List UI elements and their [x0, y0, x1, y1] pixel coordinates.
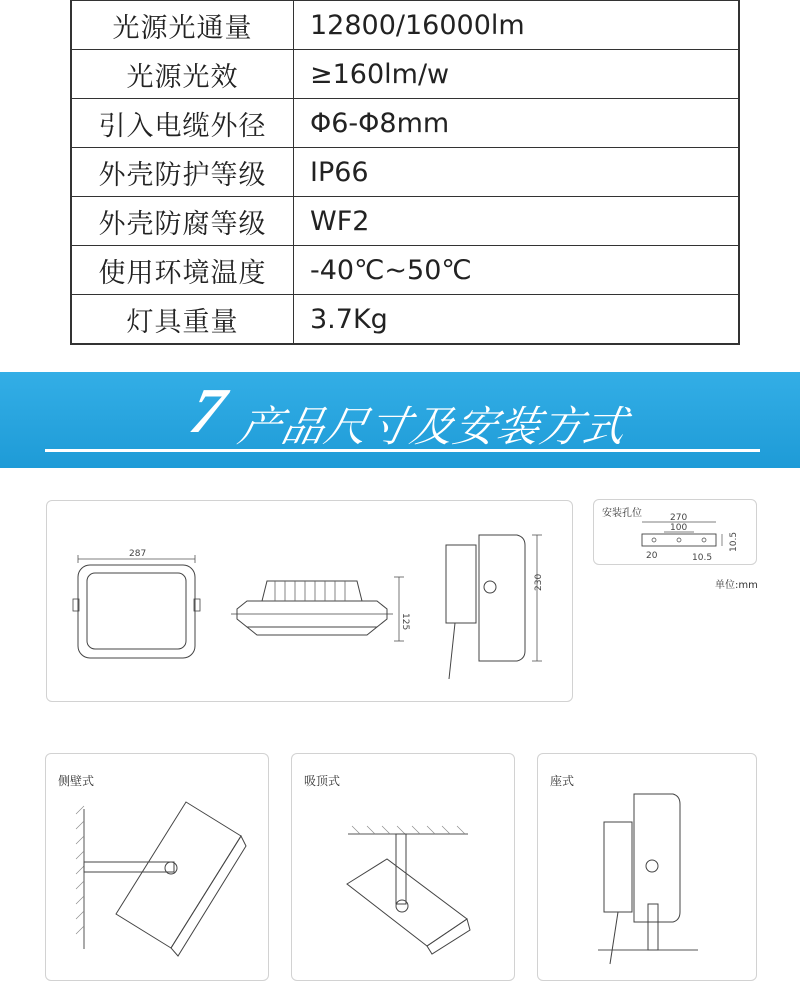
depth-dimension-label: 125: [400, 613, 410, 631]
spec-label: 使用环境温度: [71, 246, 294, 295]
mounting-hole-drawing: [594, 500, 756, 564]
mounting-hole-panel: [593, 499, 757, 565]
table-row: [71, 99, 739, 148]
wall-mount-drawing: [46, 754, 268, 980]
spec-label: 灯具重量: [71, 295, 294, 345]
wall-mount-panel: [45, 753, 269, 981]
table-row: [71, 148, 739, 197]
mounting-hole-title: 安装孔位: [602, 508, 642, 519]
height-dimension-label: 230: [534, 573, 544, 591]
ceiling-mount-drawing: [292, 754, 514, 980]
table-row: [71, 246, 739, 295]
hole-offset-label: 20: [646, 551, 658, 561]
table-row: [71, 50, 739, 99]
ceiling-mount-label: 吸顶式: [304, 774, 341, 788]
spec-value: Φ6-Φ8mm: [294, 99, 740, 148]
floor-mount-panel: [537, 753, 757, 981]
table-row: [71, 295, 739, 345]
outer-hole-spacing: 270: [670, 513, 688, 523]
spec-value: -40℃~50℃: [294, 246, 740, 295]
width-dimension-label: 287: [129, 549, 147, 559]
floor-mount-drawing: [538, 754, 756, 980]
table-row: [71, 1, 739, 50]
spec-label: 引入电缆外径: [71, 99, 294, 148]
spec-label: 外壳防护等级: [71, 148, 294, 197]
hole-diameter-label: 10.5: [692, 553, 713, 563]
spec-value: WF2: [294, 197, 740, 246]
spec-label: 光源光效: [71, 50, 294, 99]
table-row: [71, 197, 739, 246]
spec-value: IP66: [294, 148, 740, 197]
floor-mount-label: 座式: [550, 774, 575, 788]
section-number: 7: [184, 375, 232, 446]
spec-value: 12800/16000lm: [294, 1, 740, 50]
spec-value: ≥160lm/w: [294, 50, 740, 99]
spec-value: 3.7Kg: [294, 295, 740, 345]
hole-height-label: 10.5: [729, 531, 739, 552]
section-banner: [0, 372, 800, 468]
spec-label: 光源光通量: [71, 1, 294, 50]
dimension-drawing-panel: [46, 500, 573, 702]
wall-mount-label: 侧壁式: [58, 774, 95, 788]
spec-label: 外壳防腐等级: [71, 197, 294, 246]
ceiling-mount-panel: [291, 753, 515, 981]
unit-label: 单位:mm: [715, 580, 758, 591]
side-view-drawing: [47, 501, 572, 701]
inner-hole-spacing: 100: [670, 523, 688, 533]
spec-table: [70, 0, 740, 345]
section-title: 产品尺寸及安装方式: [234, 402, 632, 451]
